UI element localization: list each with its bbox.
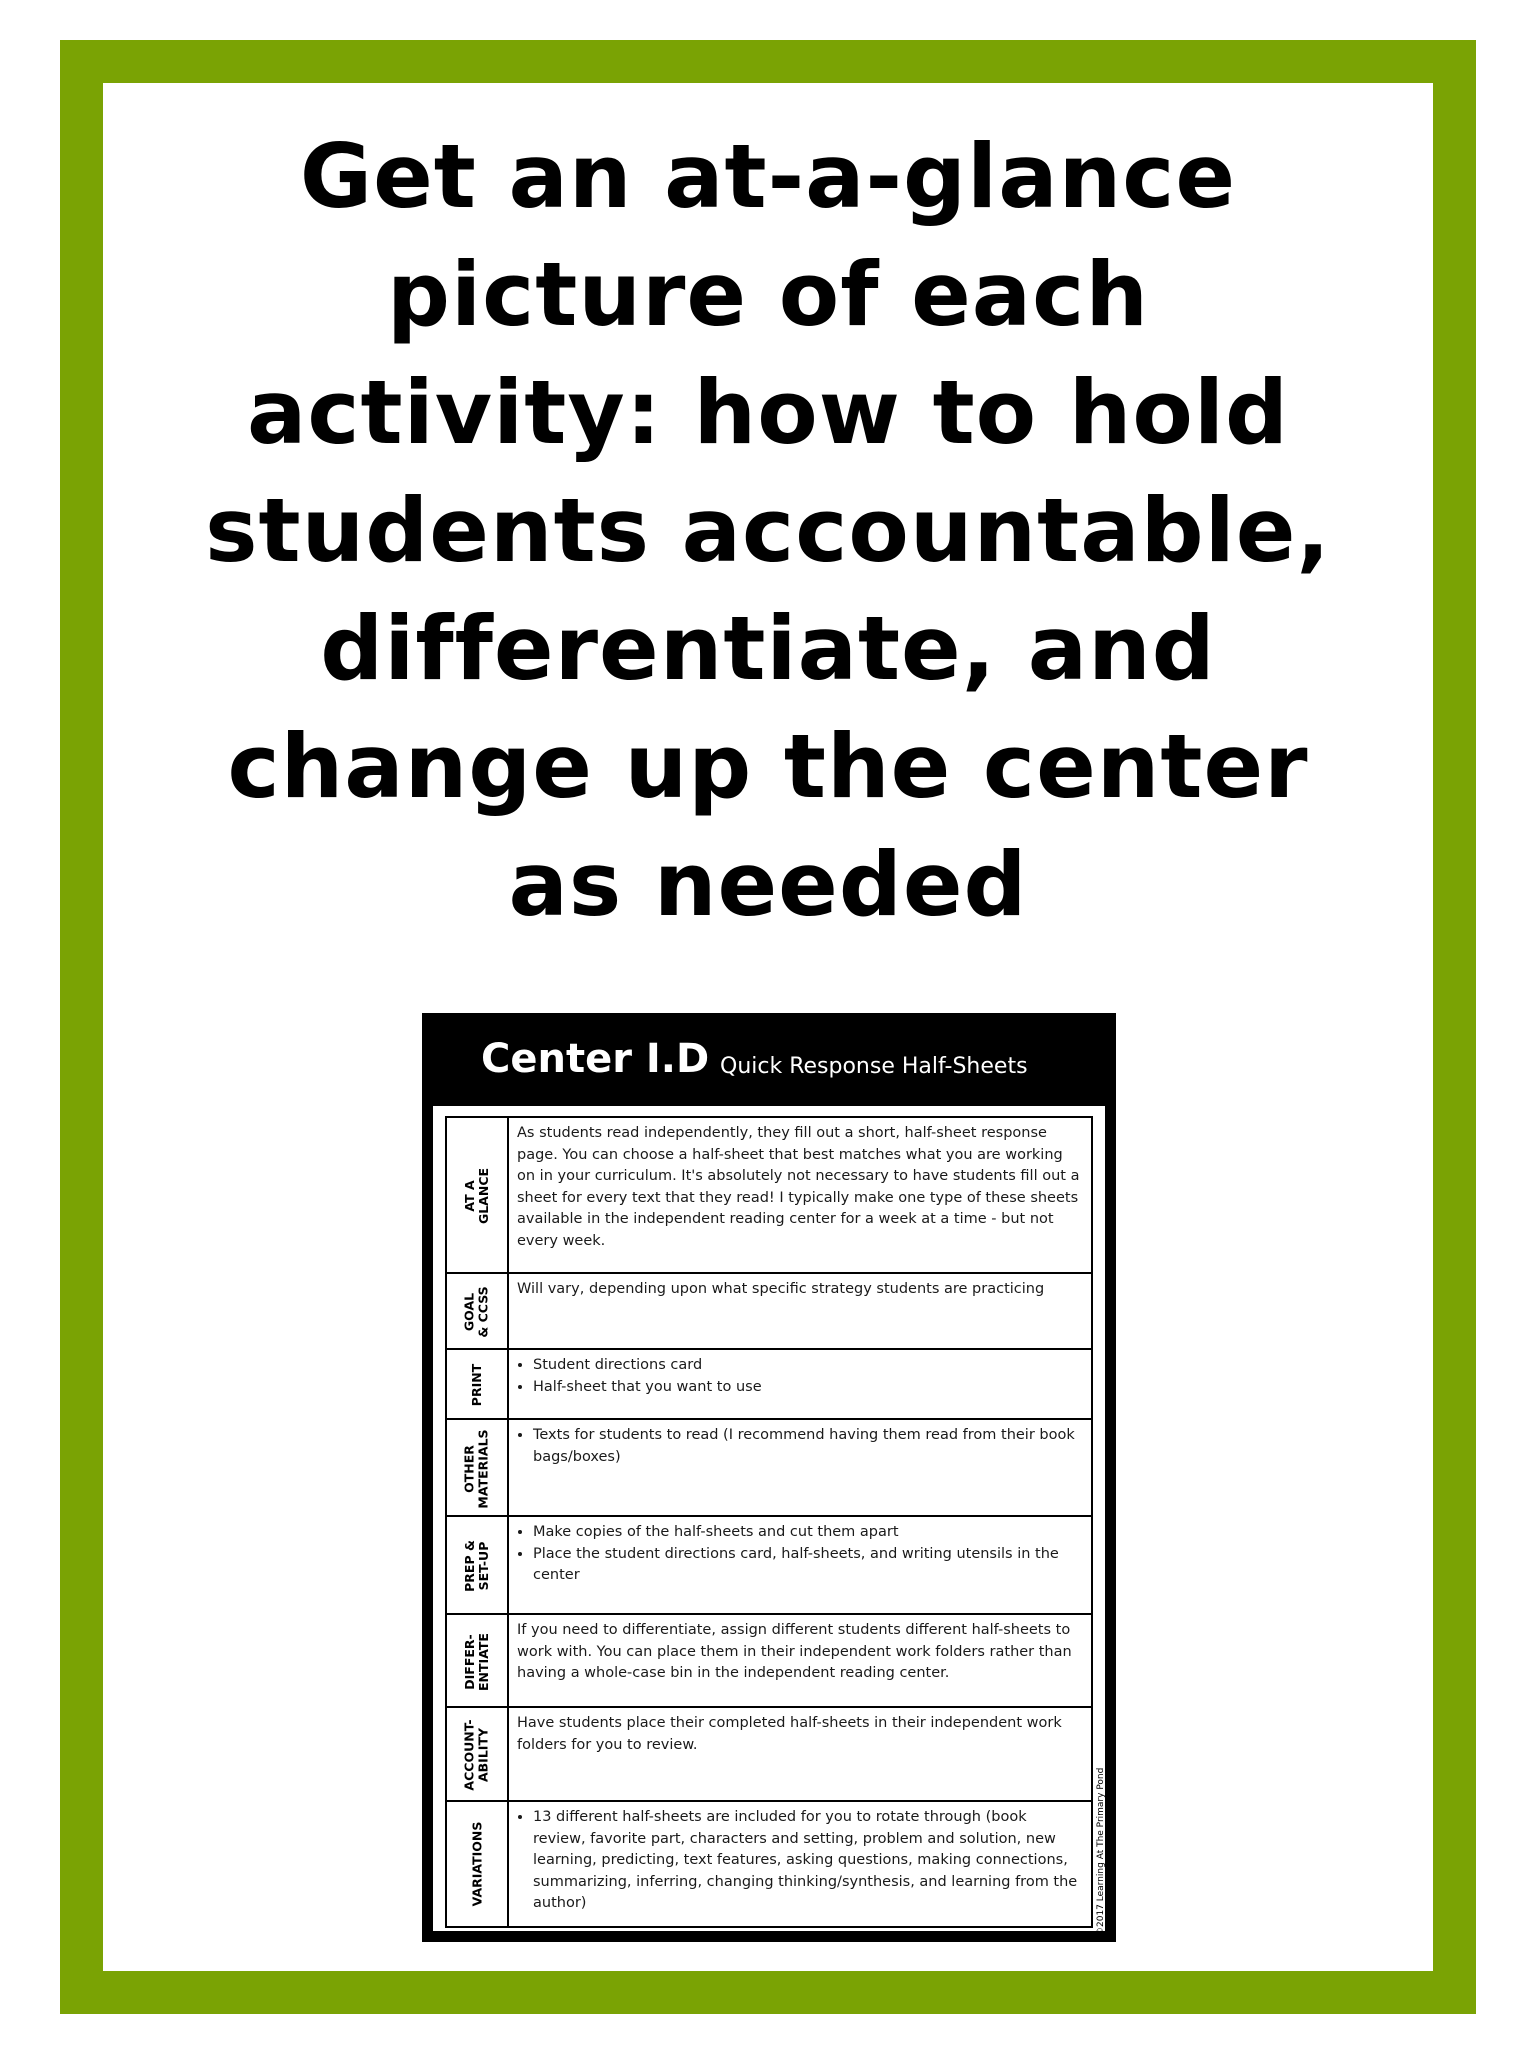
row-text: If you need to differentiate, assign different students different half-sheets to work with. You can place them in their independent work folders rather than having a whole-case bin in the independent reading center. <box>517 1622 1072 1681</box>
card-row <box>445 1418 1093 1519</box>
row-label-text: PREP & SET-UP <box>462 1540 491 1592</box>
card-title: Center I.D <box>481 1036 710 1082</box>
headline-line: differentiate, and <box>320 597 1216 700</box>
row-label <box>447 1517 509 1615</box>
row-bullet: • Make copies of the half-sheets and cut them apart <box>533 1522 1083 1544</box>
row-content <box>517 1123 1083 1252</box>
row-label-text: ACCOUNT- ABILITY <box>462 1719 492 1791</box>
row-text: Will vary, depending upon what specific strategy students are practicing <box>517 1281 1045 1297</box>
center-id-card <box>422 1013 1116 1942</box>
row-content <box>517 1425 1083 1468</box>
row-bullet: • Place the student directions card, half-sheets, and writing utensils in the center <box>533 1544 1083 1587</box>
row-label-text: VARIATIONS <box>469 1821 484 1907</box>
row-label <box>447 1615 509 1708</box>
row-content <box>517 1620 1083 1685</box>
row-label <box>447 1420 509 1517</box>
card-row <box>445 1800 1093 1928</box>
row-content <box>517 1713 1083 1756</box>
card-row <box>445 1515 1093 1617</box>
row-label-text: PRINT <box>469 1363 484 1407</box>
headline-line: change up the center <box>227 715 1309 818</box>
headline <box>160 118 1376 944</box>
row-bullet-list <box>517 1522 1083 1587</box>
card-subtitle: Quick Response Half-Sheets <box>720 1054 1028 1079</box>
row-bullet-list <box>517 1425 1083 1468</box>
row-text: As students read independently, they fill out a short, half-sheet response page. You can choose a half-sheet that best matches what you are working on in your curriculum. It's absolutely not necessary to have students fill out a sheet for every text that they read! I typically make one type of these sheets available in the independent reading center for a week at a time - but not every week. <box>517 1125 1080 1249</box>
row-content <box>517 1522 1083 1587</box>
headline-line: picture of each <box>386 243 1149 346</box>
row-label-text: DIFFER- ENTIATE <box>461 1632 491 1691</box>
row-content <box>517 1279 1083 1301</box>
headline-line: as needed <box>508 833 1028 936</box>
row-label <box>447 1118 509 1274</box>
headline-line: activity: how to hold <box>246 361 1290 464</box>
row-label <box>447 1350 509 1420</box>
row-text: Have students place their completed half-sheets in their independent work folders for you to review. <box>517 1715 1062 1753</box>
row-label-text: AT A GLANCE <box>461 1167 491 1225</box>
row-label-text: GOAL & CCSS <box>462 1286 491 1338</box>
row-content <box>517 1355 1083 1398</box>
card-row <box>445 1272 1093 1352</box>
headline-line: students accountable, <box>205 479 1331 582</box>
row-content <box>517 1807 1083 1915</box>
row-bullet: • Half-sheet that you want to use <box>533 1377 1083 1399</box>
row-bullet-list <box>517 1807 1083 1915</box>
row-label <box>447 1708 509 1802</box>
headline-line: Get an at-a-glance <box>299 125 1237 228</box>
row-bullet-list <box>517 1355 1083 1398</box>
card-row <box>445 1348 1093 1422</box>
copyright-text: ©2017 Learning At The Primary Pond <box>1096 1767 1106 1936</box>
card-row <box>445 1706 1093 1804</box>
row-label <box>447 1274 509 1350</box>
card-header <box>425 1016 1113 1096</box>
row-bullet: • Student directions card <box>533 1355 1083 1377</box>
row-label <box>447 1802 509 1926</box>
row-bullet: • Texts for students to read (I recommend having them read from their book bags/boxes) <box>533 1425 1083 1468</box>
row-label-text: OTHER MATERIALS <box>462 1428 492 1509</box>
row-bullet: • 13 different half-sheets are included for you to rotate through (book review, favorite part, characters and setting, problem and solution, new learning, predicting, text features, asking questions, making connections, summarizing, inferring, changing thinking/synthesis, and learning from the author) <box>533 1807 1083 1915</box>
card-row <box>445 1116 1093 1276</box>
card-body <box>425 1096 1113 1939</box>
card-row <box>445 1613 1093 1710</box>
